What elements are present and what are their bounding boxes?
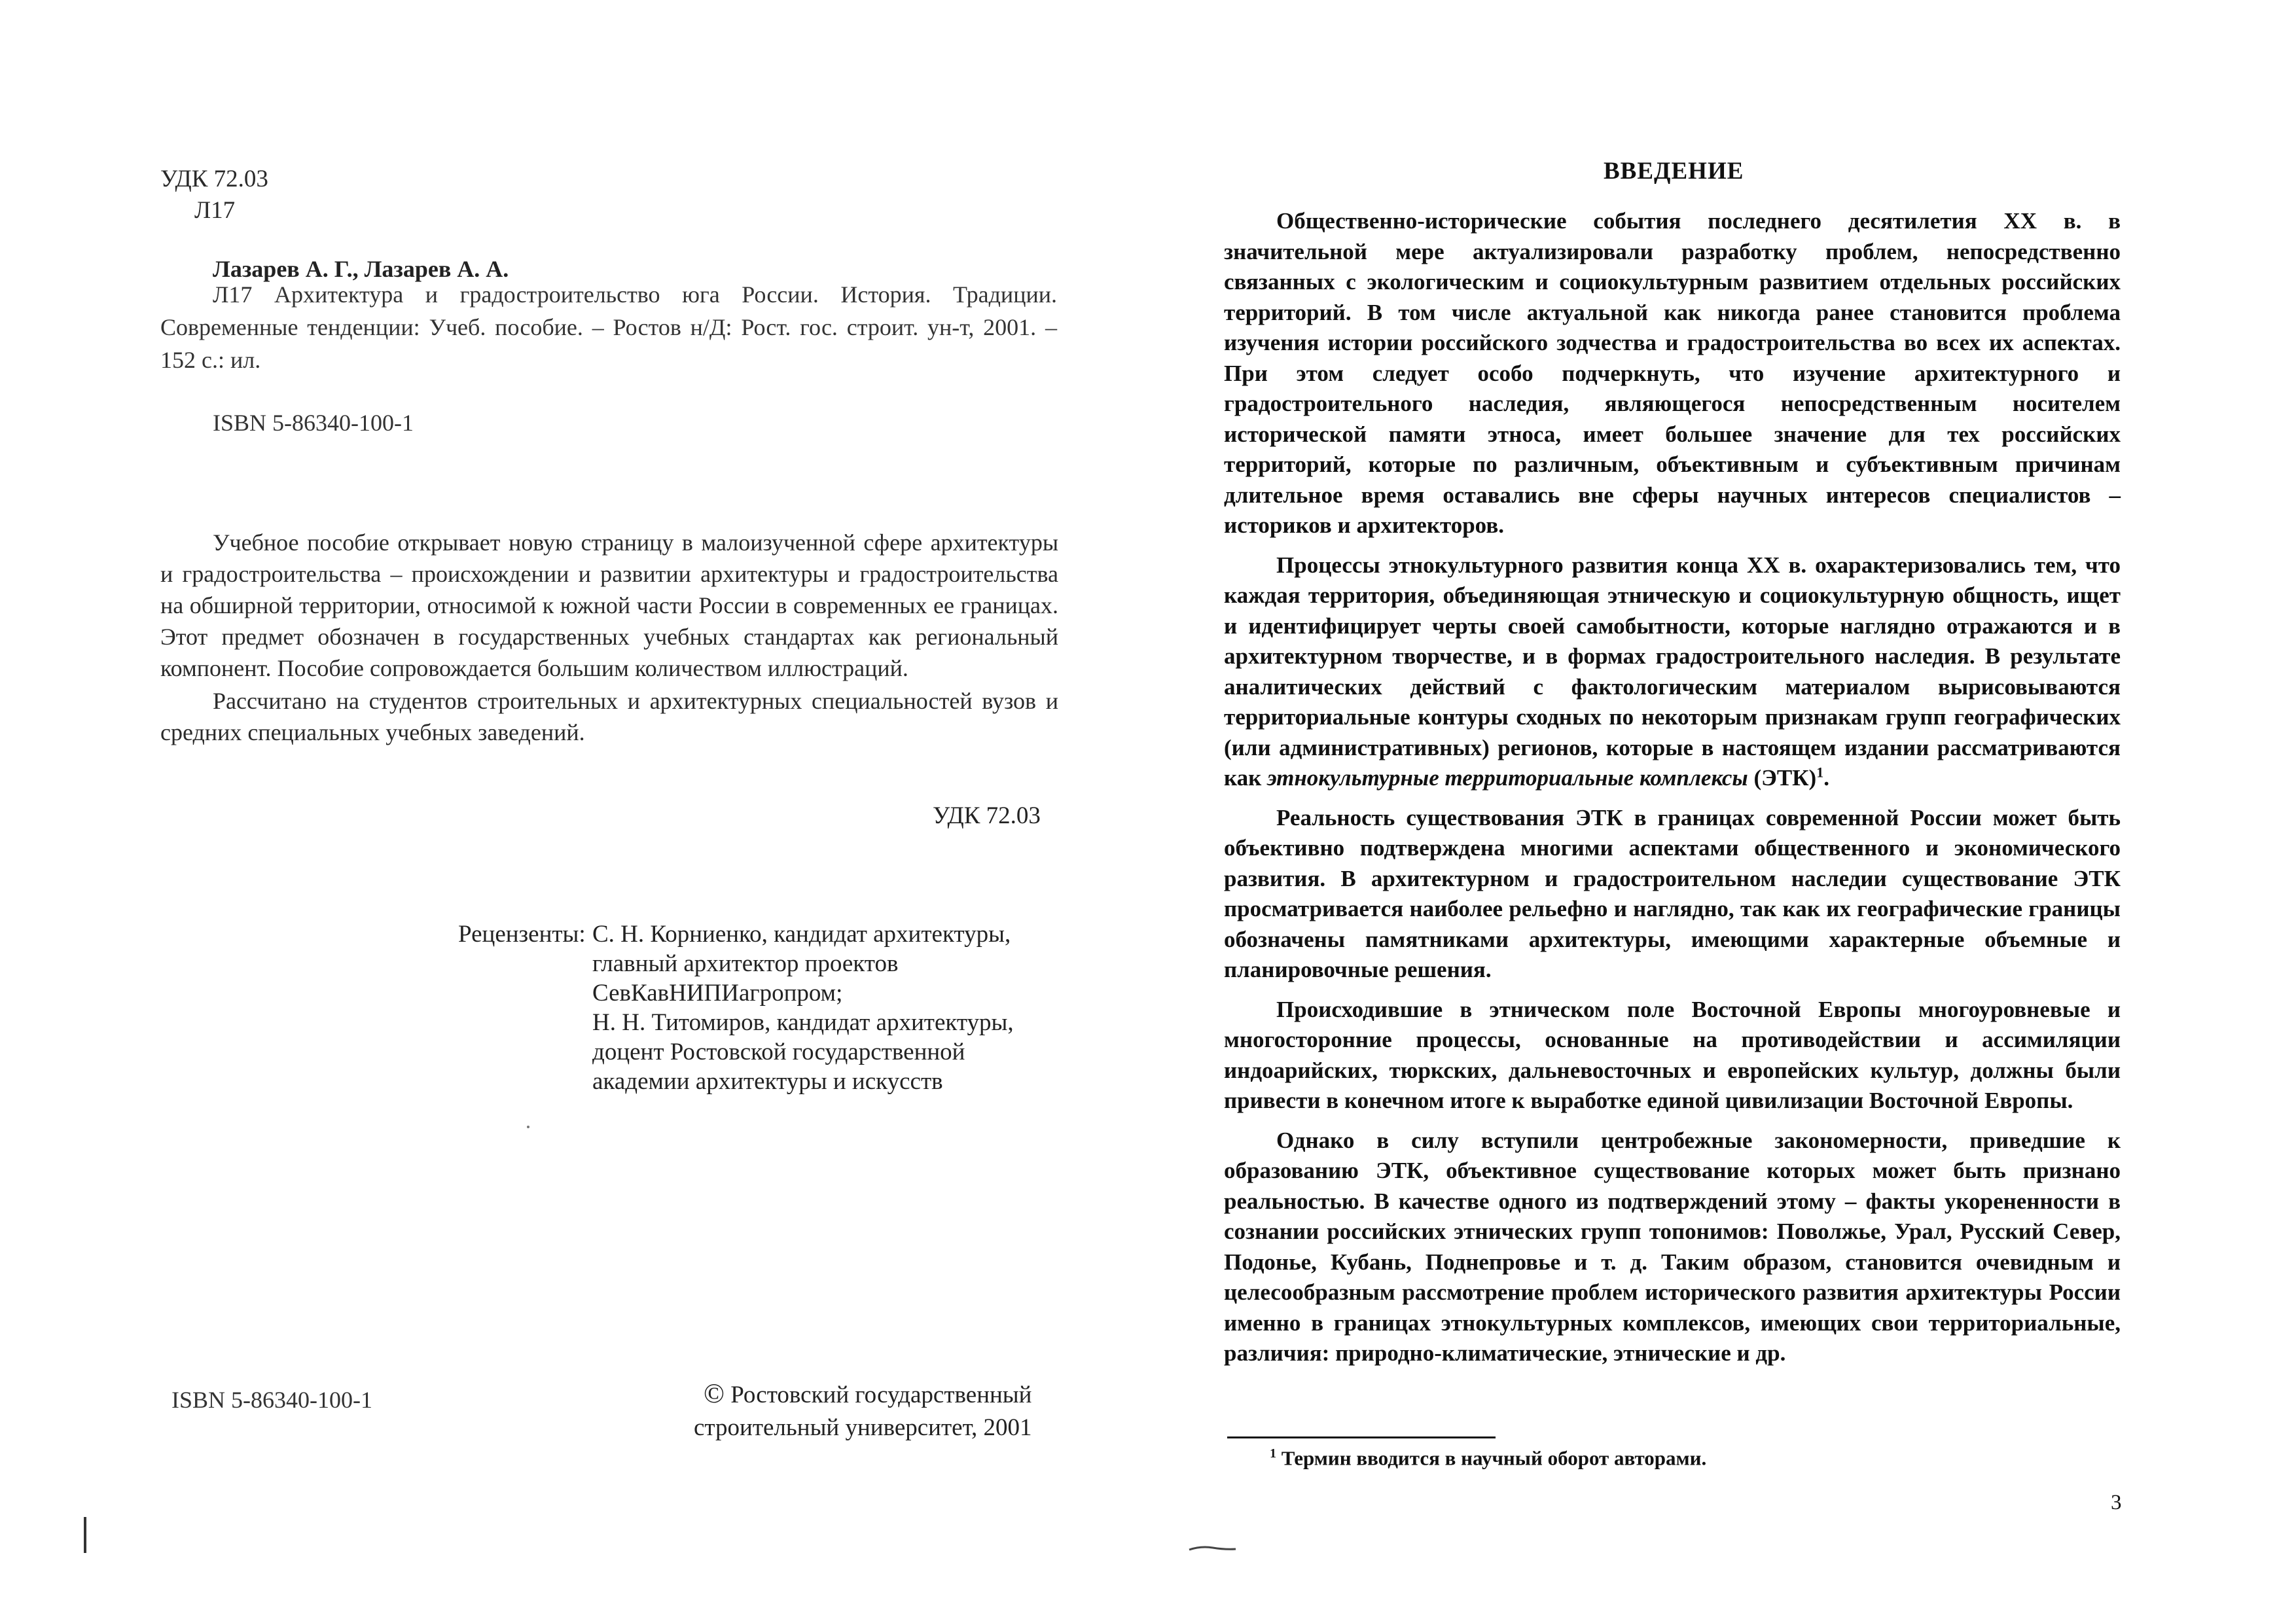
- reviewer-line: академии архитектуры и искусств: [592, 1068, 943, 1095]
- copyright-icon: ©: [704, 1379, 725, 1409]
- copyright-line1: Ростовский государственный: [730, 1382, 1032, 1408]
- footnote-reference[interactable]: 1: [1816, 764, 1824, 781]
- paragraph: Общественно-исторические события последнего десятилетия XX в. в значительной мере актуализировали разработку проблем, непосредственно связанных с экологическим и социокультурным развитием отдельных российских территорий. В том числе актуальной как никогда ранее становится проблема изучения истории российского зодчества и градостроительства во всех их аспектах. При этом следует особо подчеркнуть, что изучение архитектурного и градостроительного наследия, являющегося непосредственным носителем исторической памяти этноса, имеет большее значение для тех российских территорий, которые по различным, объективным и субъективным причинам длительное время оставались вне сферы научных интересов специалистов – историков и архитекторов.: [1224, 208, 2121, 538]
- footnote-divider: [1227, 1436, 1496, 1438]
- authors: Лазарев А. Г., Лазарев А. А.: [213, 256, 509, 282]
- reviewers-label: Рецензенты:: [458, 921, 586, 948]
- reviewer-line: Н. Н. Титомиров, кандидат архитектуры,: [592, 1009, 1014, 1036]
- paragraph-text: .: [1823, 765, 1829, 791]
- reviewer-line: СевКавНИПИагропром;: [592, 980, 843, 1007]
- footnote-text: Термин вводится в научный оборот авторами.: [1276, 1446, 1707, 1470]
- page-number: 3: [2111, 1491, 2122, 1514]
- abstract-paragraph: Рассчитано на студентов строительных и архитектурных специальностей вузов и средних специальных учебных заведений.: [160, 688, 1058, 745]
- emphasized-term: этнокультурные территориальные комплексы: [1267, 765, 1748, 791]
- paragraph: Однако в силу вступили центробежные закономерности, приведшие к образованию ЭТК, объективное существование которых может быть признано реальностью. В качестве одного из подтверждений этому – факты укорененности в сознании российских этнических групп топонимов: Поволжье, Урал, Русский Север, Подонье, Кубань, Поднепровье и т. д. Таким образом, становится очевидным и целесообразным рассмотрение проблем исторического развития архитектуры России именно в границах этнокультурных комплексов, имеющих свои территориальные, различия: природно-климатические, этнические и др.: [1224, 1127, 2121, 1366]
- paragraph-text: (ЭТК): [1748, 765, 1817, 791]
- scan-smudge: [1188, 1544, 1237, 1551]
- library-code: Л17: [194, 197, 236, 224]
- copyright-line2: строительный университет, 2001: [694, 1414, 1032, 1441]
- bibliographic-description: Л17 Архитектура и градостроительство юга России. История. Традиции. Современные тенденции: Учеб. пособие. – Ростов н/Д: Рост. гос. строит. ун-т, 2001. – 152 с.: ил.: [160, 281, 1057, 373]
- paragraph-text: Процессы этнокультурного развития конца XX в. охарактеризовались тем, что каждая территория, объединяющая этническую и социокультурную общность, ищет и идентифицирует черты своей самобытности, которые наглядно отражаются и в архитектурном творчестве, и в формах градостроительного наследия. В результате аналитических действий с фактологическим материалом вырисовываются территориальные контуры сходных по некоторым признакам групп географических (или административных) регионов, которые в настоящем издании рассматриваются как: [1224, 552, 2121, 791]
- paragraph: Реальность существования ЭТК в границах современной России может быть объективно подтверждена многими аспектами общественного и экономического развития. В архитектурном и градостроительном наследии существование ЭТК просматривается наиболее рельефно и наглядно, так как их географические границы обозначены памятниками архитектуры, имеющими характерные объемные и планировочные решения.: [1224, 804, 2121, 982]
- reviewer-line: доцент Ростовской государственной: [592, 1039, 965, 1065]
- section-heading: ВВЕДЕНИЕ: [1604, 158, 1744, 185]
- footnote-mark: 1: [1270, 1446, 1276, 1461]
- reviewer-line: главный архитектор проектов: [592, 950, 899, 977]
- paragraph: [1224, 550, 2121, 794]
- isbn-top: ISBN 5-86340-100-1: [213, 410, 414, 436]
- introduction-text: [1224, 206, 2121, 1369]
- reviewer-line-text: С. Н. Корниенко, кандидат архитектуры,: [592, 921, 1011, 948]
- paragraph: Происходившие в этническом поле Восточной Европы многоуровневые и многосторонние процессы, основанные на противодействии и ассимиляции индоарийских, тюркских, дальневосточных и европейских культур, должны были привести в конечном итоге к выработке единой цивилизации Восточной Европы.: [1224, 996, 2121, 1113]
- abstract-paragraph: Учебное пособие открывает новую страницу в малоизученной сфере архитектуры и градостроительства – происхождении и развитии архитектуры и градостроительства на обширной территории, относимой к южной части России в современных ее границах. Этот предмет обозначен в государственных учебных стандартах как региональный компонент. Пособие сопровождается большим количеством иллюстраций.: [160, 529, 1058, 681]
- udk-classification-bottom: УДК 72.03: [933, 802, 1041, 829]
- footnote: [1270, 1446, 1706, 1470]
- udk-code: УДК 72.03: [160, 166, 268, 192]
- isbn-bottom: ISBN 5-86340-100-1: [171, 1387, 372, 1413]
